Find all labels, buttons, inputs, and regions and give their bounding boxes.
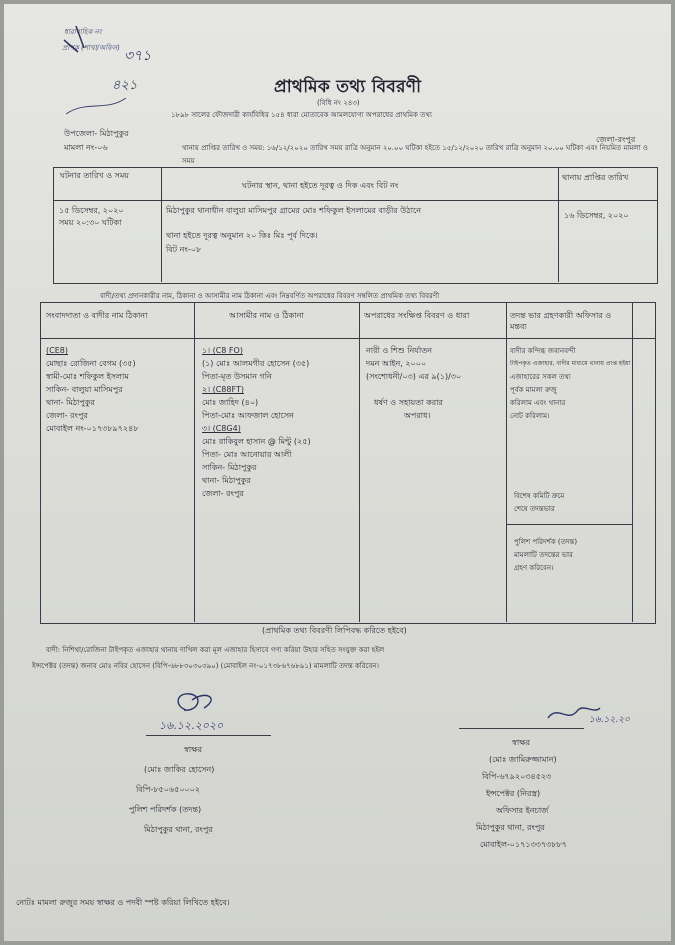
offence-line: দমন আইন, ২০০০: [366, 359, 427, 368]
offence-line: ধর্ষণ ও সহায়তা করার: [374, 398, 443, 407]
left-sign-line: মিঠাপুকুর থানা, রংপুর: [144, 825, 213, 834]
accused-code: ২। (C88FT): [202, 385, 244, 394]
top-left-note-2: প্রাপক (শাখা/অফিস): [62, 44, 120, 52]
handwriting-mark: [56, 20, 186, 130]
officer-line: গ্রহণ করিবেন।: [514, 564, 554, 572]
dated-line: থানায় প্রাপ্তির তারিখ ও সময়: ১৬/১২/২০২০ তারিখ সময় রাত্রি অনুমান ২০.০০ ঘটিকা হইতে ১৫/১২/২০২০ তারিখ রাত্রি অনুমান ২০.০০ ঘটিকা এবং নিয়মিত মামলা ও সময়: [182, 144, 648, 165]
accused-code: ৩। (C8G4): [202, 424, 241, 433]
th-officer: তদন্ত ভার গ্রহণকারী অফিসার ও মন্তব্য: [510, 311, 612, 331]
district-label: জেলা-রংপুর: [596, 135, 636, 144]
incident-distance: থানা হইতে দূরত্ব অনুমান ২০ কিঃ মিঃ পূর্ব দিকে।: [166, 231, 318, 240]
hw-number-1: ৩৭১: [124, 48, 152, 64]
accused-line: পিতা-মোঃ আফজাল হোসেন: [202, 411, 294, 420]
section-line: ১৮৯৮ সালের ফৌজদারী কার্যবিধির ১৫৪ ধারা মোতাবেক আমলযোগ্য অপরাধের প্রাথমিক তথ্য: [171, 111, 432, 119]
left-sign-line: স্বাক্ষর: [184, 745, 203, 754]
th-date: ঘটনার তারিখ ও সময়: [60, 171, 130, 180]
officer-line: এজাহারের সকল তথ্য: [510, 373, 571, 381]
th-place: ঘটনার স্থান, থানা হইতে দূরত্ব ও দিক এবং বিট নং: [242, 181, 399, 190]
th-accused: আসামীর নাম ও ঠিকানা: [229, 311, 304, 320]
th-informant: সংবাদদাতা ও বাদীর নাম ঠিকানা: [46, 311, 148, 320]
hw-number-2: ৪২১: [112, 78, 138, 93]
right-sign-date: ১৬.১২.২০: [589, 715, 630, 725]
left-sign-line: পুলিশ পরিদর্শক (তদন্ত): [129, 805, 202, 814]
right-sign-line: মোবাইল-০১৭১৩৩৭৩৮৮৭: [480, 840, 567, 849]
page-title: প্রাথমিক তথ্য বিবরণী: [274, 77, 422, 97]
received-date: ১৬ ডিসেম্বর, ২০২০: [564, 211, 629, 220]
accused-line: সাকিন- মিঠাপুকুর: [202, 463, 257, 472]
accused-line: (১) মোঃ আলমগীর হোসেন (৩৫): [202, 359, 310, 368]
signature-left: [164, 688, 234, 718]
officer-line: পূর্বক মামলা রুজু: [510, 386, 557, 394]
document-page: [4, 4, 671, 941]
informant-mobile: মোবাইল নং-০১৭৩৮৯৭২৪৮: [46, 424, 139, 433]
informant-line: থানা- মিঠাপুকুর: [46, 398, 95, 407]
bottom-note: (প্রাথমিক তথ্য বিবরণী লিপিবদ্ধ করিতে হইবে): [262, 626, 407, 635]
informant-line: মোছাঃ রোজিনা বেগম (৩৫): [46, 359, 136, 368]
incident-date: ১৫ ডিসেম্বর, ২০২০: [59, 206, 124, 215]
informant-line: স্বামী-মোঃ শফিকুল ইসলাম: [46, 372, 129, 381]
footer-note: নোটঃ মামলা রুজুর সময় স্বাক্ষর ও পদবী স্পষ্ট করিয়া লিখিতে হইবে।: [16, 898, 230, 907]
officer-line: করিলাম এবং থানার: [510, 399, 566, 407]
incident-time: সময় ২০:৩০ ঘটিকা: [59, 218, 122, 227]
accused-line: মোঃ জাহিদ (৪০): [202, 398, 259, 407]
informant-line: জেলা- রংপুর: [46, 411, 88, 420]
officer-line: নোট করিলাম।: [510, 412, 550, 420]
right-sign-line: বিপি-৬৭৯২০৩৪৫২৩: [482, 772, 552, 781]
officer-line: বিশেষ কমিটি ক্রমে: [514, 492, 565, 500]
left-sign-line: (মোঃ জাকির হোসেন): [144, 765, 215, 774]
right-sign-line: ইন্সপেক্টর (নিরস্ত্র): [486, 789, 541, 798]
officer-line: মামলাটি তদন্তের ভার: [514, 551, 573, 559]
officer-line: পুলিশ পরিদর্শক (তদন্ত): [514, 538, 578, 546]
accused-line: জেলা- রংপুর: [202, 489, 244, 498]
right-sign-line: (মোঃ জামিরুজ্জামান): [489, 755, 557, 764]
accused-line: পিতা-মৃত উসমান গনি: [202, 372, 272, 381]
accused-line: মোঃ রাকিবুল হাসান @ মিন্টু (২৫): [202, 437, 311, 446]
bottom-paragraph-1: বাদী: নিশিথা/রোজিনা টাইপকৃত এজাহার থানায় দাখিল করা মূল এজাহার হিসাবে গণ্য করিয়া উহার সহিত সংযুক্ত করা হইল: [46, 646, 385, 654]
offence-line: নারী ও শিশু নির্যাতন: [366, 346, 432, 355]
upazila-label: উপজেলা- মিঠাপুকুর: [64, 129, 129, 138]
subtitle: (বিধি নং ২৪৩): [317, 99, 360, 107]
top-left-note-1: ধারাবাহিক নং: [64, 28, 102, 36]
right-sign-line: স্বাক্ষর: [512, 738, 531, 747]
accused-code: ১। (C8 FO): [202, 346, 243, 355]
accused-line: থানা- মিঠাপুকুর: [202, 476, 251, 485]
bottom-paragraph-2: ইন্সপেক্টর (তদন্ত) জনাব মোঃ নবির হোসেন (বিপি-৬৮৮৩০৩০৩৯০) (মোবাইল নং-০১৭৩৮৬৭৬৮৯১) মামলাটি তদন্ত করিবেন।: [32, 662, 380, 670]
officer-line: শেষে তদন্তভার: [514, 505, 555, 513]
left-sign-date: ১৬.১২.২০২০: [159, 719, 224, 732]
section-note: বাদী/তথ্য প্রদানকারীর নাম, ঠিকানা ও আসামীর নাম ঠিকানা এবং নিম্নবর্ণিত অপরাধের বিবরণ সম্বলিত প্রাথমিক তথ্য বিবরণী: [100, 292, 440, 300]
th-offence: অপরাধের সংক্ষিপ্ত বিবরণ ও ধারা: [364, 311, 470, 320]
incident-place: মিঠাপুকুর থানাধীন বালুয়া মাসিমপুর গ্রামের মোঃ শফিকুল ইসলামের বাড়ীর উঠানে: [166, 206, 422, 215]
case-no-label: মামলা নং-০৬: [64, 143, 108, 152]
officer-line: বাদীর কন্দিগ্ধ জবানবন্দী: [510, 347, 576, 355]
code-ce8: (CE8): [46, 346, 68, 355]
left-sign-line: বিপি-৮৫০৬৫০০০২: [136, 785, 201, 794]
right-sign-line: মিঠাপুকুর থানা, রংপুর: [476, 823, 545, 832]
offence-line: অপরাধ।: [404, 411, 431, 420]
offence-line: (সংশোধনী/০৩) এর ৯(১)/৩০: [366, 372, 462, 381]
th-received: থানায় প্রাপ্তির তারিখ: [562, 173, 629, 182]
informant-line: সাকিন- বালুয়া মাসিমপুর: [46, 385, 123, 394]
accused-line: পিতা- মোঃ আনোয়ার আলী: [202, 450, 292, 459]
right-sign-line: অফিসার ইনচার্জ: [496, 806, 549, 815]
officer-line: টাইপকৃত এজাহার, বাদীর মাধ্যমে থানায় প্রাপ্ত হইয়া: [510, 360, 631, 367]
incident-beat: বিট নং-০৮: [166, 245, 202, 254]
